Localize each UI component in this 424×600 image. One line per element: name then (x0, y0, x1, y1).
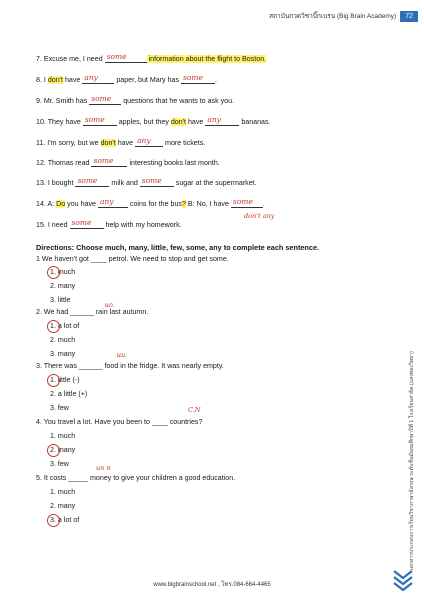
handwritten-note: นก. (104, 301, 115, 309)
option: 1. little (-) (50, 376, 80, 384)
mc-question-2: 2. We had ______ rain last autumn. (36, 308, 149, 316)
answer-blank: some (140, 177, 174, 187)
header-title: สถาบันกวดวิชาบิ๊กเบรน (Big Brain Academy) (269, 13, 397, 20)
option: 1. a lot of (50, 322, 79, 330)
answer-blank: some (231, 198, 263, 208)
mc-question-1: 1 We haven't got ____ petrol. We need to stop and get some. (36, 255, 229, 263)
option: 1. much (50, 432, 76, 440)
chevron-down-icon (392, 568, 414, 592)
option: 1. much (50, 268, 75, 276)
question-9: 9. Mr. Smith has some questions that he wants to ask you. (36, 94, 235, 105)
question-10: 10. They have some apples, but they don't have any bananas. (36, 115, 271, 126)
mc-question-4: 4. You travel a lot. Have you been to ____ countries? (36, 418, 203, 426)
answer-blank: any (82, 74, 114, 84)
answer-blank: some (75, 177, 109, 187)
handwritten-note: C.N (188, 406, 201, 414)
option: 3. little (50, 296, 71, 304)
option: 3. many (50, 350, 76, 358)
answer-blank: some (89, 95, 121, 105)
answer-blank: any (205, 116, 239, 126)
option: 2. many (50, 282, 76, 290)
answer-circle (47, 514, 60, 527)
option: 1. much (50, 488, 76, 496)
answer-blank: any (98, 198, 128, 208)
handwritten-note: don't any (244, 212, 275, 220)
answer-circle (47, 444, 60, 457)
question-12: 12. Thomas read some interesting books last month. (36, 156, 220, 167)
answer-blank: some (91, 157, 127, 167)
option: 3. few (50, 460, 69, 468)
question-8: 8. I don't have any paper, but Mary has some . (36, 73, 217, 84)
footer-contact: www.bigbrainschool.net , โทร.084-664-4465 (153, 582, 271, 588)
question-15: 15. I need some help with my homework. (36, 218, 182, 229)
question-14: 14. A: Do you have any coins for the bus? B: No, I have some . (36, 197, 265, 208)
answer-blank: some (70, 219, 104, 229)
mc-question-5: 5. It costs _____ money to give your children a good education. (36, 474, 236, 482)
answer-circle (47, 320, 60, 333)
answer-circle (47, 266, 60, 279)
answer-circle (47, 374, 60, 387)
answer-blank: some (105, 53, 147, 63)
option: 2. much (50, 336, 76, 344)
option: 3. few (50, 404, 69, 412)
mc-question-3: 3. There was ______ food in the fridge. It was nearly empty. (36, 362, 224, 370)
option: 3. a lot of (50, 516, 79, 524)
page-header (269, 8, 418, 24)
option: 2. many (50, 502, 76, 510)
handwritten-note: un n (96, 464, 111, 472)
answer-blank: any (135, 137, 163, 147)
option: 2. many (50, 446, 75, 454)
question-7: 7. Excuse me, I need some information about the flight to Boston. (36, 52, 267, 63)
handwritten-note: นบ. (116, 351, 127, 359)
answer-blank: some (181, 74, 215, 84)
side-caption: เอกสารประกอบการเรียนวิชาภาษาอังกฤษ ระดับชั้นมัธยมศึกษาปีที่ 1 โรงเรียนสาธิต (แสงทองวิทยา) (409, 351, 415, 570)
answer-blank: some (83, 116, 117, 126)
option: 2. a little (+) (50, 390, 88, 398)
page-number: 72 (400, 11, 418, 22)
question-11: 11. I'm sorry, but we don't have any more tickets. (36, 136, 206, 147)
question-13: 13. I bought some milk and some sugar at the supermarket. (36, 176, 257, 187)
directions: Directions: Choose much, many, little, few, some, any to complete each sentence. (36, 243, 320, 252)
